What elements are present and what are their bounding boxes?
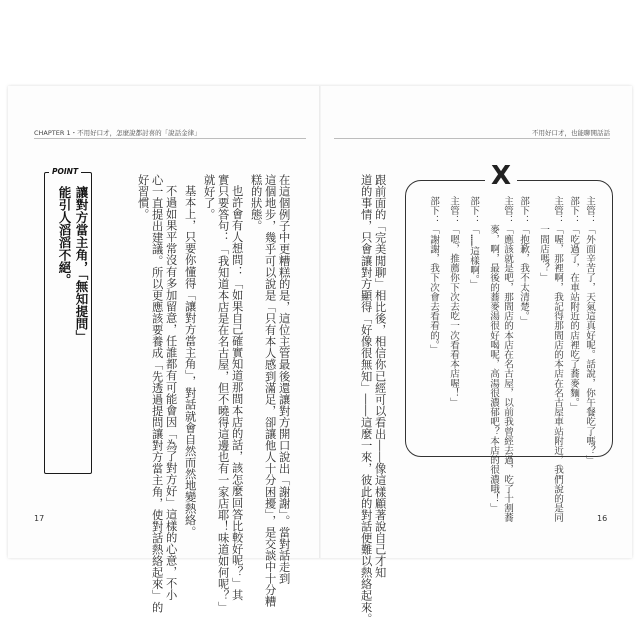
dialog-line: 部下：「謝謝，我下次會去看看的。」 [428, 196, 439, 355]
point-line: 讓對方當主角，「無知提問」 [74, 186, 89, 343]
left-header-rule [34, 138, 306, 139]
point-label: POINT [49, 167, 81, 176]
left-body-column: 心一直提出建議。所以更應該要養成「先透過提問讓對方當主角，使對話熱絡起來」的 [150, 174, 164, 613]
right-body-column: 跟前面的「完美閒聊」相比後，相信你已經可以看出――像這樣顧著說自己才知 [373, 174, 387, 579]
right-running-head: 不用好口才，也能聊開話話 [532, 129, 610, 137]
left-body-column: 這個地步，幾乎可以說是「只有本人感到滿足，卻讓他人十分困擾」，是交談中十分糟 [263, 174, 277, 608]
page-gutter [319, 86, 321, 558]
right-body-column: 道的事情，只會讓對方顯得「好像很無知」――這麼一來，彼此的對話便難以熱絡起來。 [359, 174, 373, 625]
cross-mark-icon: X [485, 163, 517, 189]
left-body-column: 好習慣。 [136, 174, 150, 221]
dialog-line: 麥，啊，最後的蕎麥湯很好喝呢，高湯很濃郁吧？本店的很濃哦！」 [488, 196, 499, 513]
left-body-column: 不過如果平常沒有多加留意，任誰都有可能會因「為了對方好」這樣的心意，不小 [164, 185, 178, 601]
left-body-column: 在這個例子中更糟糕的是，這位主管最後還讓對方開口說出「謝謝」。當對話走到 [277, 174, 291, 585]
left-body-column: 實只要答句：「我知道本店是在名古屋，但不曉得這邊也有一家店耶！味道如何呢？」 [216, 174, 230, 613]
dialog-line: 一間店嗎？」 [538, 196, 549, 283]
left-body-column: 基本上，只要你懂得「讓對方當主角」，對話就會自然而然地變熱絡。 [183, 185, 197, 538]
dialog-line: 主管：「外面辛苦了，天氣這真好呢。話說，你午餐吃了嗎？」 [584, 196, 595, 465]
dialog-line: 部下：「……這樣啊。」 [468, 196, 479, 290]
dialog-line: 主管：「喔，那裡啊，我記得那間店的本店在名古屋車站附近，我們說的是同 [552, 196, 563, 523]
dialog-line: 部下：「吃過了，在車站附近的店裡吃了蕎麥麵。」 [568, 196, 579, 412]
right-header-rule [334, 138, 610, 139]
point-line: 能引人滔滔不絕。 [57, 186, 72, 286]
dialog-line: 主管：「應該就是吧，那間店的本店在名古屋，以前我曾經去過，吃了十割蕎 [502, 196, 513, 523]
left-page-number: 17 [34, 514, 45, 523]
left-body-column: 就好了。 [202, 174, 216, 221]
point-text [56, 186, 90, 342]
left-body-column: 也許會有人想問：「如果自己確實知道那間本店的話，該怎麼回答比較好呢？」其 [230, 185, 244, 601]
left-body-column: 糕的狀態。 [249, 174, 263, 232]
dialog-line: 部下：「抱歉，我不太清楚。」 [518, 196, 529, 326]
right-page-number: 16 [597, 514, 608, 523]
dialog-line: 主管：「嗯，推薦你下次去吃一次看看本店喔！」 [448, 196, 459, 408]
left-running-head: CHAPTER 1・不用好口才，怎麼說都討喜的「說話金律」 [34, 129, 201, 137]
